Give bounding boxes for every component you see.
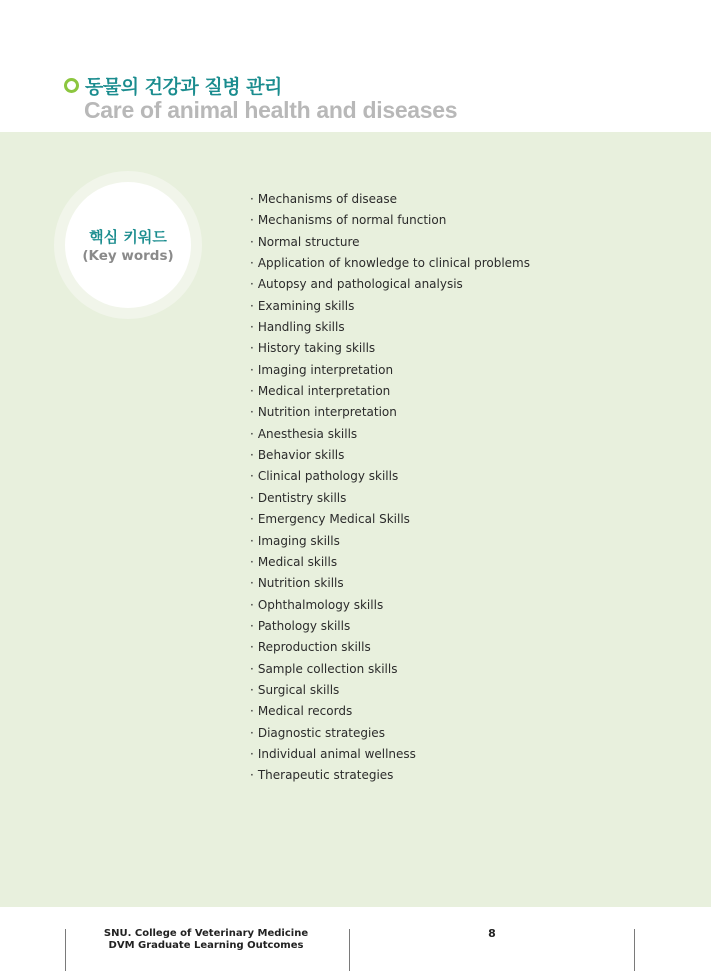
list-item: · Clinical pathology skills [250, 469, 399, 484]
footer-line-1: SNU. College of Veterinary Medicine [103, 928, 309, 939]
list-item: · Pathology skills [250, 618, 351, 633]
list-item: · Nutrition interpretation [250, 405, 397, 420]
section-title-english: Care of animal health and diseases [84, 97, 458, 123]
keyword-list [250, 189, 530, 787]
list-item: · Sample collection skills [250, 661, 398, 676]
list-item: · History taking skills [250, 341, 376, 356]
list-item: · Medical records [250, 704, 353, 719]
section-title-korean-text: 동물의 건강과 질병 관리 [85, 76, 282, 98]
list-item: · Diagnostic strategies [250, 725, 385, 740]
list-item: · Dentistry skills [250, 490, 347, 505]
list-item: · Mechanisms of normal function [250, 213, 447, 228]
page-header [0, 0, 711, 132]
list-item: · Mechanisms of disease [250, 192, 398, 206]
ring-bullet-icon [64, 78, 79, 93]
footer-publication-info [96, 928, 316, 952]
list-item: · Autopsy and pathological analysis [250, 277, 463, 292]
footer-divider-left [65, 929, 66, 971]
section-title-korean [64, 72, 282, 99]
list-item: · Ophthalmology skills [250, 597, 384, 612]
list-item: · Imaging skills [250, 533, 340, 548]
list-item: · Application of knowledge to clinical problems [250, 256, 531, 271]
list-item: · Imaging interpretation [250, 362, 394, 377]
list-item: · Reproduction skills [250, 640, 371, 655]
list-item: · Anesthesia skills [250, 426, 358, 441]
list-item: · Medical interpretation [250, 384, 391, 399]
list-item: · Surgical skills [250, 682, 340, 697]
list-item: · Medical skills [250, 554, 338, 569]
list-item: · Emergency Medical Skills [250, 512, 410, 527]
list-item: · Normal structure [250, 234, 360, 249]
list-item: · Individual animal wellness [250, 746, 416, 761]
list-item: · Therapeutic strategies [250, 768, 394, 783]
list-item: · Examining skills [250, 298, 355, 313]
footer-divider-middle [349, 929, 350, 971]
keywords-badge-title-korean: 핵심 키워드 [89, 228, 167, 246]
list-item: · Handling skills [250, 320, 345, 335]
list-item: · Behavior skills [250, 448, 345, 463]
page-number: 8 [488, 927, 496, 940]
keywords-badge-title-english: (Key words) [82, 248, 174, 264]
footer-line-2: DVM Graduate Learning Outcomes [108, 940, 304, 951]
list-item: · Nutrition skills [250, 576, 344, 591]
footer-divider-right [634, 929, 635, 971]
